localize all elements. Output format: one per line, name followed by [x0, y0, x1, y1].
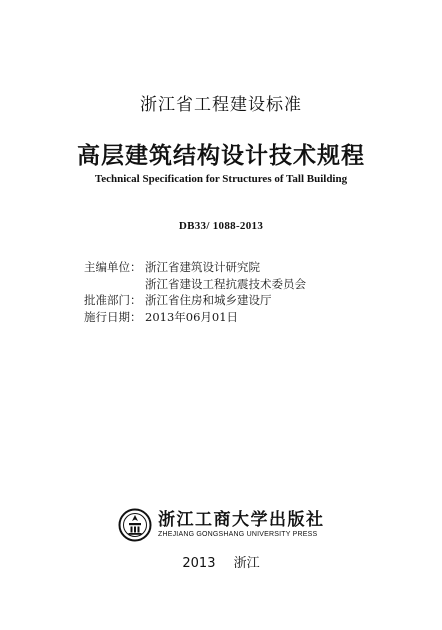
info-label: [84, 276, 145, 293]
publisher-name-english: ZHEJIANG GONGSHANG UNIVERSITY PRESS: [158, 531, 318, 538]
publication-place: 浙江: [233, 556, 260, 571]
document-title-english: Technical Specification for Structures of Tall Building: [94, 173, 348, 185]
info-value: 2013年06月01日: [145, 309, 239, 324]
info-value: 浙江省住房和城乡建设厅: [145, 293, 272, 307]
info-row-co-editor: [84, 276, 306, 293]
info-row-editor: [84, 259, 306, 276]
publication-year: 2013: [182, 556, 216, 571]
info-label: 施行日期：: [84, 309, 142, 324]
publication-info-block: [84, 259, 306, 325]
publisher-name-chinese: 浙江工商大学出版社: [158, 510, 325, 530]
document-title-chinese: 高层建筑结构设计技术规程: [77, 142, 365, 169]
publisher-name-block: [158, 510, 325, 540]
info-label: 批准部门：: [84, 293, 142, 307]
info-row-approver: [84, 292, 306, 309]
info-row-effective-date: [84, 309, 306, 326]
standard-series-title: 浙江省工程建设标准: [140, 95, 302, 115]
publisher-logo: [118, 508, 325, 542]
standard-code: DB33/ 1088-2013: [178, 220, 264, 232]
publication-footer: [0, 552, 442, 571]
publisher-emblem-icon: [118, 508, 152, 542]
info-value: 浙江省建设工程抗震技术委员会: [145, 276, 306, 291]
info-label: 主编单位：: [84, 260, 142, 274]
info-value: 浙江省建筑设计研究院: [145, 260, 260, 274]
